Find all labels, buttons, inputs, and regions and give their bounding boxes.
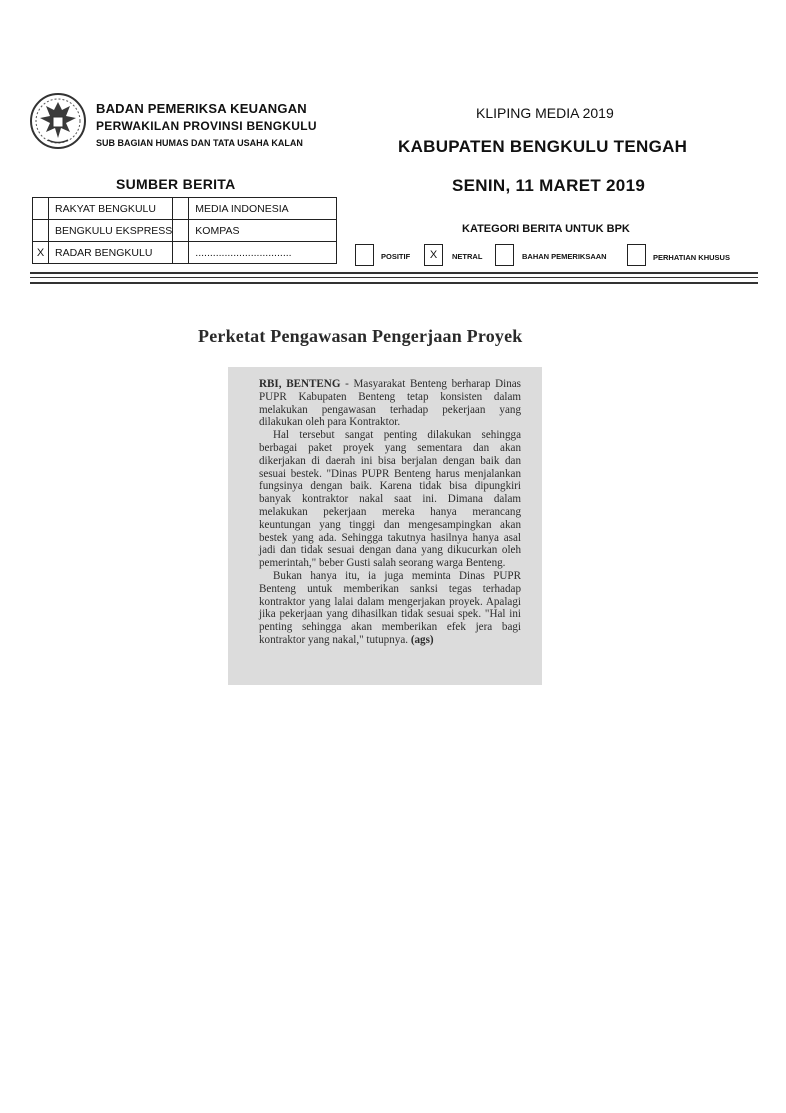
sources-title: SUMBER BERITA: [116, 176, 236, 192]
source-mark: [33, 220, 49, 242]
article-paragraph: [259, 378, 521, 429]
source-name: .................................: [189, 242, 337, 264]
header-divider: [30, 277, 758, 278]
category-checkbox-netral[interactable]: X: [424, 244, 443, 266]
org-subdivision: SUB BAGIAN HUMAS DAN TATA USAHA KALAN: [96, 138, 303, 148]
source-mark: X: [33, 242, 49, 264]
table-row: [33, 198, 337, 220]
category-label: BAHAN PEMERIKSAAN: [522, 252, 607, 261]
article-clipping: [228, 367, 542, 685]
header-divider: [30, 282, 758, 284]
article-paragraph: [259, 570, 521, 647]
source-name: MEDIA INDONESIA: [189, 198, 337, 220]
source-mark: [173, 198, 189, 220]
table-row: [33, 220, 337, 242]
article-signature: (ags): [410, 633, 434, 646]
article-text: - Masyarakat Benteng berharap Dinas PUPR Kabupaten Benteng tetap konsisten dalam melakukan pengawasan terhadap pekerjaan yang dilakukan oleh para Kontraktor.: [259, 378, 521, 429]
org-branch: PERWAKILAN PROVINSI BENGKULU: [96, 119, 317, 133]
header-divider: [30, 272, 758, 274]
category-checkbox-positif[interactable]: [355, 244, 374, 266]
source-name: KOMPAS: [189, 220, 337, 242]
article-dateline: RBI, BENTENG: [259, 378, 341, 390]
source-name: RAKYAT BENGKULU: [49, 198, 173, 220]
source-mark: [173, 242, 189, 264]
category-checkbox-bahan-pemeriksaan[interactable]: [495, 244, 514, 266]
source-name: BENGKULU EKSPRESS: [49, 220, 173, 242]
category-label: POSITIF: [381, 252, 411, 261]
category-title: KATEGORI BERITA UNTUK BPK: [462, 223, 630, 235]
garuda-emblem-icon: [28, 90, 88, 152]
source-name: RADAR BENGKULU: [49, 242, 173, 264]
region-title: KABUPATEN BENGKULU TENGAH: [398, 137, 688, 156]
source-mark: [173, 220, 189, 242]
org-name: BADAN PEMERIKSA KEUANGAN: [96, 101, 307, 116]
category-label: PERHATIAN KHUSUS: [653, 253, 730, 262]
kliping-title: KLIPING MEDIA 2019: [476, 105, 614, 121]
sources-table: [32, 197, 337, 264]
source-mark: [33, 198, 49, 220]
article-paragraph: Hal tersebut sangat penting dilakukan sehingga berbagai paket proyek yang sementara dan akan dikerjakan di daerah ini bisa berjalan dengan baik dan sesuai bestek. "Dinas PUPR Benteng harus menjalankan fungsinya dengan baik. Karena tidak bisa dipungkiri banyak kontraktor nakal saat ini. Dimana dalam melakukan pekerjaan mereka hanya merancang keuntungan yang tinggi dan mengesampingkan akan bestek yang ada. Sehingga takutnya hasilnya hanya asal jadi dan tidak sesuai dengan dana yang dikucurkan oleh pemerintah," beber Gusti salah seorang warga Benteng.: [259, 429, 521, 570]
table-row: [33, 242, 337, 264]
category-checkbox-perhatian-khusus[interactable]: [627, 244, 646, 266]
category-label: NETRAL: [452, 252, 483, 261]
article-headline: Perketat Pengawasan Pengerjaan Proyek: [198, 326, 523, 346]
article-text: Bukan hanya itu, ia juga meminta Dinas PUPR Benteng untuk memberikan sanksi tegas terhadap kontraktor yang lalai dalam mengerjakan proyek. Apalagi jika pekerjaan yang dihasilkan tidak sesuai spek. "Hal ini penting sehingga akan memberikan efek jera bagi kontraktor yang nakal," tutupnya.: [259, 569, 521, 646]
clipping-date: SENIN, 11 MARET 2019: [452, 176, 646, 195]
